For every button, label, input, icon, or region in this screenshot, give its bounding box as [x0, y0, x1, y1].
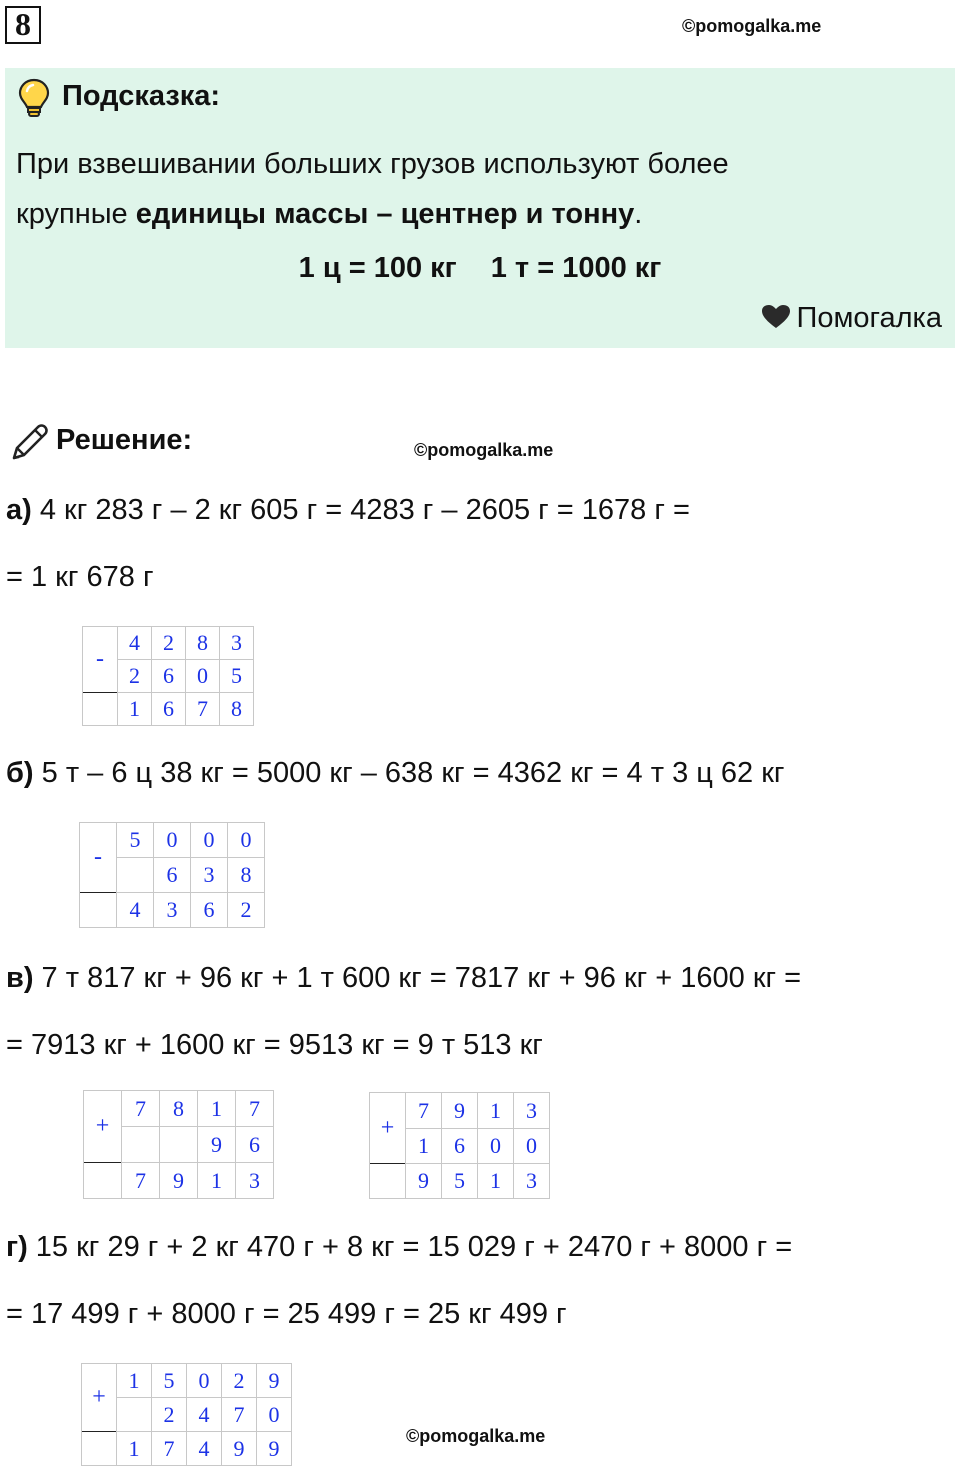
- calc-digit: 7: [222, 1398, 257, 1432]
- watermark-bottom: ©pomogalka.me: [406, 1426, 546, 1446]
- calc-digit: 6: [236, 1127, 274, 1163]
- calc-digit: 9: [160, 1163, 198, 1199]
- signature-text: Помогалка: [796, 302, 942, 334]
- signature: [761, 302, 942, 335]
- calc-digit: 8: [228, 858, 265, 893]
- calc-digit: 0: [187, 1364, 222, 1398]
- calc-digit: 2: [228, 893, 265, 928]
- calc-digit: 0: [191, 823, 228, 858]
- hint-text-line1: При взвешивании больших грузов используют более: [16, 148, 729, 180]
- lightbulb-icon: [16, 77, 52, 119]
- solution-g-line2: = 17 499 г + 8000 г = 25 499 г = 25 кг 499 г: [6, 1298, 567, 1330]
- calc-digit: 1: [198, 1091, 236, 1127]
- calc-digit: 9: [406, 1164, 442, 1199]
- calc-digit: 8: [186, 627, 220, 660]
- hint-formulas: [0, 252, 960, 285]
- column-calc-b: [79, 822, 265, 928]
- calc-operator: +: [84, 1091, 122, 1163]
- calc-operator: +: [370, 1093, 406, 1164]
- heart-icon: [761, 304, 791, 330]
- calc-digit: 0: [257, 1398, 292, 1432]
- calc-operator: +: [82, 1364, 117, 1432]
- calc-digit: 8: [160, 1091, 198, 1127]
- calc-digit: 7: [236, 1091, 274, 1127]
- calc-digit: 1: [117, 1364, 152, 1398]
- solution-g-line1: г) 15 кг 29 г + 2 кг 470 г + 8 кг = 15 029 г + 2470 г + 8000 г =: [6, 1231, 793, 1263]
- formula-centner: 1 ц = 100 кг: [298, 252, 457, 284]
- column-calc-a: [82, 626, 254, 726]
- calc-digit: 9: [257, 1432, 292, 1466]
- calc-digit: 5: [442, 1164, 478, 1199]
- task-number: 8: [5, 6, 41, 44]
- column-calc-g: [81, 1363, 292, 1466]
- solution-a-line2: = 1 кг 678 г: [6, 561, 154, 593]
- calc-digit: 4: [187, 1398, 222, 1432]
- calc-digit: 0: [514, 1129, 550, 1164]
- calc-digit: 5: [152, 1364, 187, 1398]
- calc-digit: 0: [478, 1129, 514, 1164]
- calc-digit: [117, 858, 154, 893]
- calc-digit: 9: [442, 1093, 478, 1129]
- calc-digit: 2: [222, 1364, 257, 1398]
- calc-digit: 5: [117, 823, 154, 858]
- calc-digit: 9: [257, 1364, 292, 1398]
- calc-digit: 3: [154, 893, 191, 928]
- solution-v-line1: в) 7 т 817 кг + 96 кг + 1 т 600 кг = 7817 кг + 96 кг + 1600 кг =: [6, 962, 802, 994]
- calc-digit: 4: [118, 627, 152, 660]
- watermark-middle: ©pomogalka.me: [414, 440, 554, 460]
- calc-digit: 5: [220, 660, 254, 693]
- calc-digit: 3: [220, 627, 254, 660]
- calc-digit: 1: [478, 1093, 514, 1129]
- calc-digit: 2: [152, 1398, 187, 1432]
- solution-b-line1: б) 5 т – 6 ц 38 кг = 5000 кг – 638 кг = 4362 кг = 4 т 3 ц 62 кг: [6, 757, 785, 789]
- calc-digit: [160, 1127, 198, 1163]
- calc-digit: 3: [514, 1093, 550, 1129]
- column-calc-v1: [83, 1090, 274, 1199]
- watermark-top: ©pomogalka.me: [682, 16, 822, 36]
- calc-digit: 6: [442, 1129, 478, 1164]
- calc-digit: 3: [236, 1163, 274, 1199]
- column-calc-v2: [369, 1092, 550, 1199]
- solution-v-line2: = 7913 кг + 1600 кг = 9513 кг = 9 т 513 кг: [6, 1029, 543, 1061]
- solution-a-line1: а) 4 кг 283 г – 2 кг 605 г = 4283 г – 2605 г = 1678 г =: [6, 494, 690, 526]
- calc-digit: 1: [478, 1164, 514, 1199]
- calc-digit: 9: [222, 1432, 257, 1466]
- calc-digit: 2: [152, 627, 186, 660]
- pencil-icon: [8, 422, 50, 464]
- calc-digit: 0: [186, 660, 220, 693]
- calc-digit: 1: [198, 1163, 236, 1199]
- calc-digit: [117, 1398, 152, 1432]
- calc-digit: 0: [228, 823, 265, 858]
- calc-digit: 2: [118, 660, 152, 693]
- calc-digit: 7: [122, 1163, 160, 1199]
- calc-operator: -: [83, 627, 118, 693]
- calc-digit: 9: [198, 1127, 236, 1163]
- calc-digit: 7: [186, 693, 220, 726]
- calc-digit: 1: [117, 1432, 152, 1466]
- calc-digit: 0: [154, 823, 191, 858]
- calc-digit: 6: [191, 893, 228, 928]
- calc-digit: 3: [191, 858, 228, 893]
- calc-digit: 4: [187, 1432, 222, 1466]
- calc-digit: 3: [514, 1164, 550, 1199]
- calc-digit: 4: [117, 893, 154, 928]
- formula-ton: 1 т = 1000 кг: [490, 252, 662, 284]
- calc-digit: 6: [152, 693, 186, 726]
- calc-digit: 7: [122, 1091, 160, 1127]
- solution-title: Решение:: [56, 424, 193, 456]
- calc-digit: 1: [406, 1129, 442, 1164]
- calc-digit: 1: [118, 693, 152, 726]
- calc-digit: 6: [154, 858, 191, 893]
- hint-title: Подсказка:: [62, 80, 221, 112]
- hint-bold-text: единицы массы – центнер и тонну: [135, 198, 635, 230]
- calc-operator: -: [80, 823, 117, 893]
- calc-digit: 7: [152, 1432, 187, 1466]
- calc-digit: 8: [220, 693, 254, 726]
- hint-text-line2: крупные единицы массы – центнер и тонну.: [16, 198, 643, 230]
- calc-digit: 7: [406, 1093, 442, 1129]
- calc-digit: 6: [152, 660, 186, 693]
- calc-digit: [122, 1127, 160, 1163]
